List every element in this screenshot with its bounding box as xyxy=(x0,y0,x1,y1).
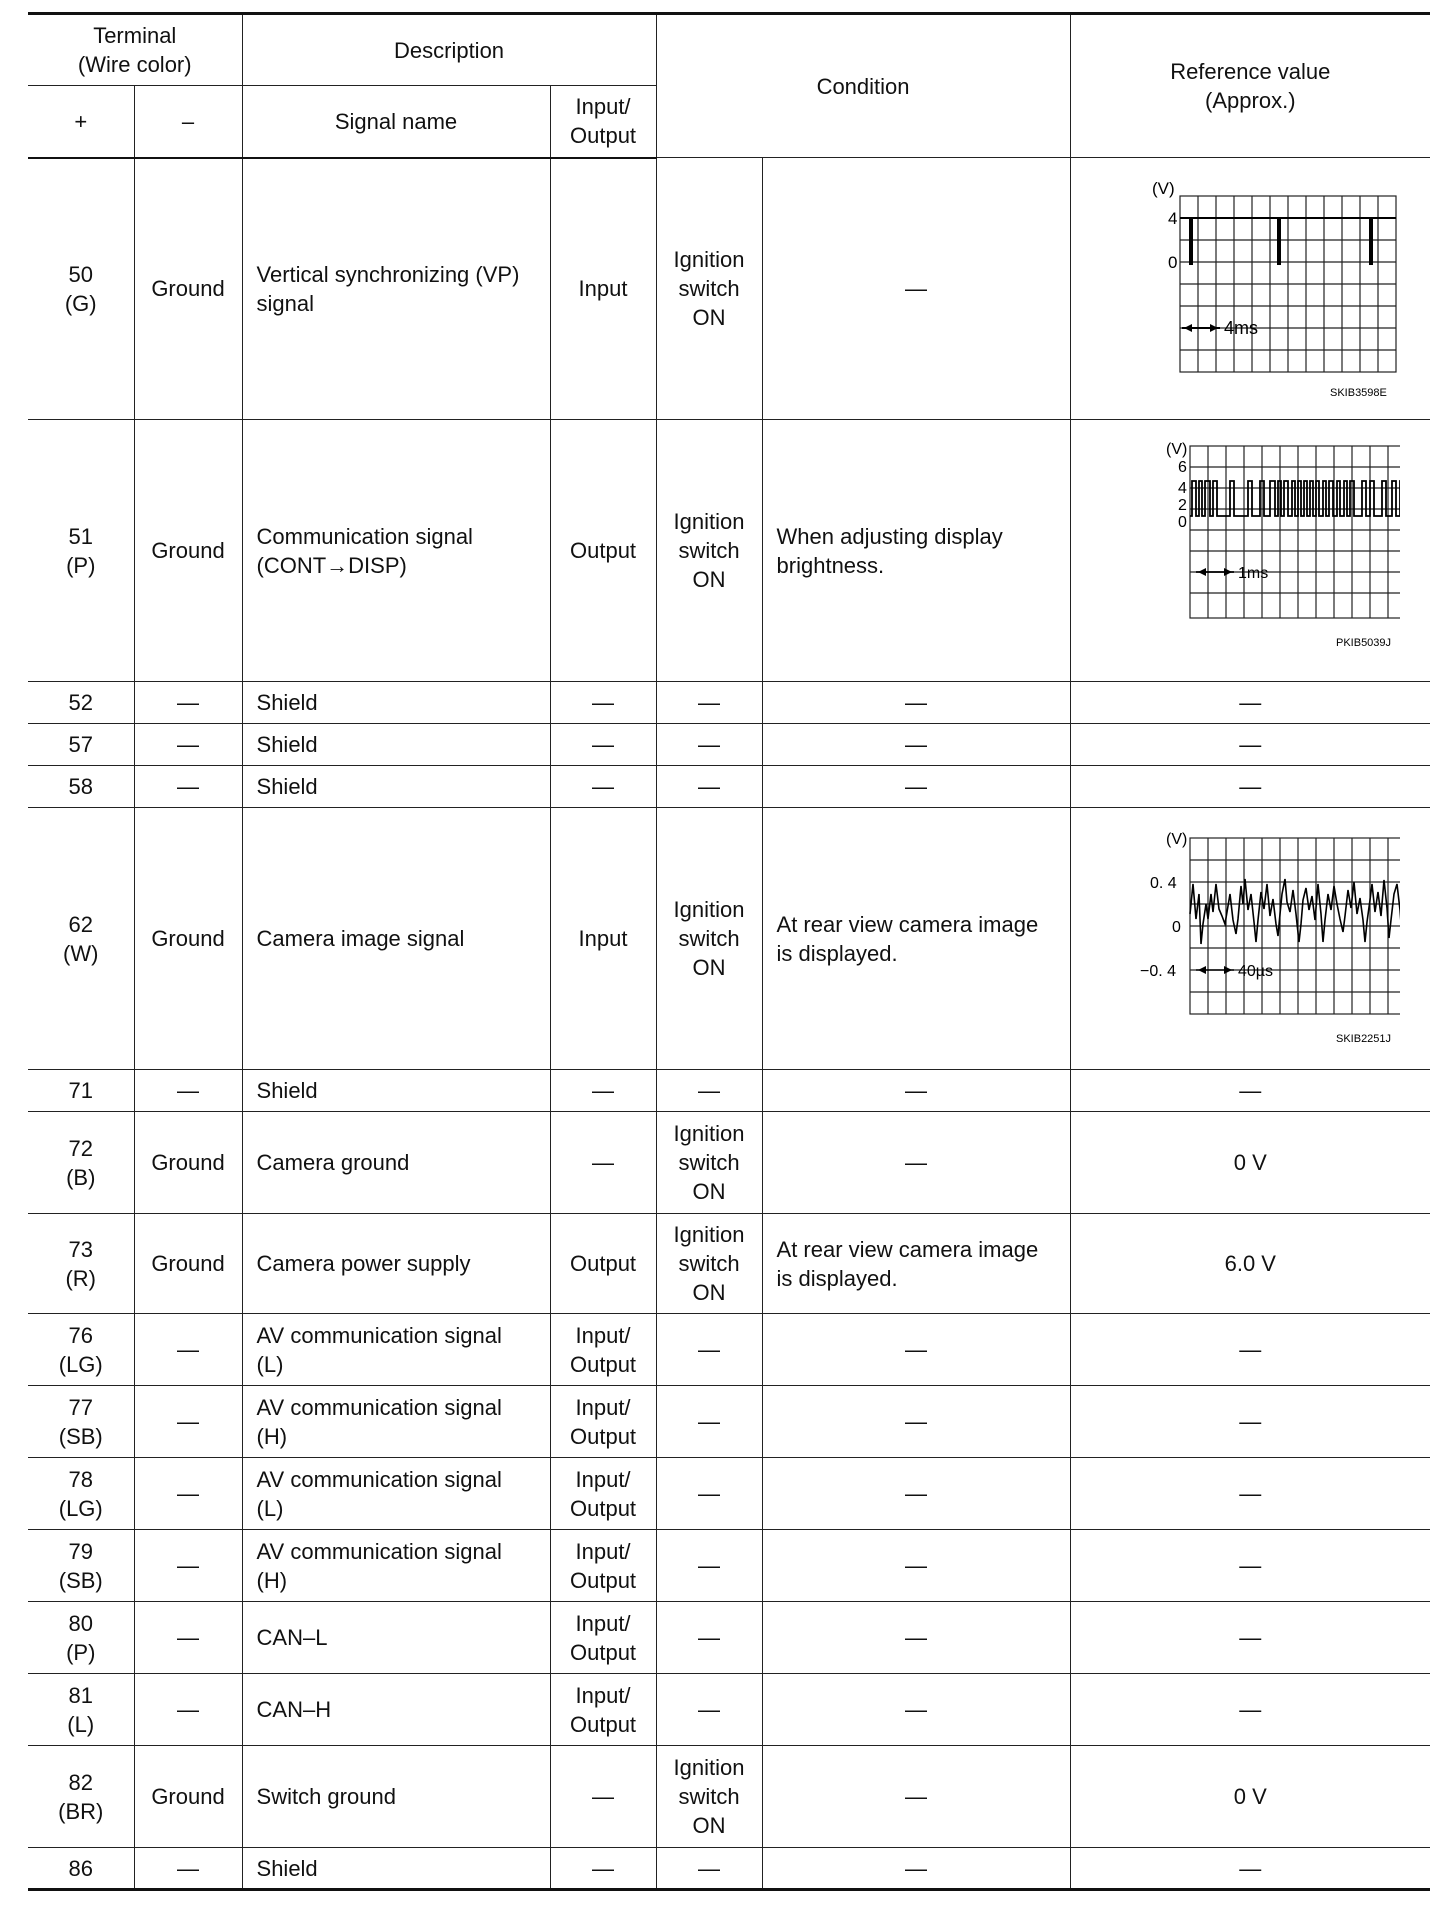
signal-name: Vertical synchronizing (VP) signal xyxy=(242,158,550,420)
waveform-y-label: 0 xyxy=(1172,918,1182,936)
input-output: — xyxy=(550,1070,656,1112)
terminal-plus: 78 (LG) xyxy=(28,1458,134,1530)
waveform-y-label: 0 xyxy=(1178,513,1188,531)
terminal-plus: 77 (SB) xyxy=(28,1386,134,1458)
terminal-minus: Ground xyxy=(134,808,242,1070)
condition-detail: — xyxy=(762,766,1070,808)
signal-name: AV communication signal (L) xyxy=(242,1458,550,1530)
condition-detail: — xyxy=(762,158,1070,420)
terminal-plus: 72 (B) xyxy=(28,1112,134,1214)
terminal-minus: — xyxy=(134,1314,242,1386)
table-row xyxy=(28,1386,1430,1458)
terminal-minus: — xyxy=(134,1070,242,1112)
signal-name: Camera power supply xyxy=(242,1214,550,1314)
waveform-y-label: 0 xyxy=(1168,252,1178,272)
input-output: — xyxy=(550,766,656,808)
condition-switch: Ignition switch ON xyxy=(656,808,762,1070)
condition-switch: Ignition switch ON xyxy=(656,1112,762,1214)
reference-value: — xyxy=(1070,1602,1430,1674)
table-row xyxy=(28,1848,1430,1890)
terminal-minus: Ground xyxy=(134,1214,242,1314)
input-output: Input xyxy=(550,808,656,1070)
condition-detail: — xyxy=(762,724,1070,766)
table-row xyxy=(28,808,1430,1070)
table-row xyxy=(28,1674,1430,1746)
signal-name: Shield xyxy=(242,1848,550,1890)
waveform-figure-code: SKIB2251J xyxy=(1336,1032,1392,1045)
condition-detail: When adjusting display brightness. xyxy=(762,420,1070,682)
waveform-y-label: 0. 4 xyxy=(1150,874,1177,892)
table-row xyxy=(28,766,1430,808)
table-row xyxy=(28,1112,1430,1214)
waveform-unit: (V) xyxy=(1166,830,1188,848)
waveform-communication-signal xyxy=(1100,436,1400,666)
reference-waveform-51 xyxy=(1070,420,1430,682)
reference-value: 6.0 V xyxy=(1070,1214,1430,1314)
condition-switch: — xyxy=(656,724,762,766)
terminal-plus: 80 (P) xyxy=(28,1602,134,1674)
table-row xyxy=(28,1214,1430,1314)
waveform-figure-code: PKIB5039J xyxy=(1336,636,1392,649)
condition-detail: — xyxy=(762,1112,1070,1214)
terminal-minus: — xyxy=(134,682,242,724)
terminal-minus: — xyxy=(134,1674,242,1746)
waveform-unit: (V) xyxy=(1166,440,1188,458)
terminal-plus: 51 (P) xyxy=(28,420,134,682)
reference-value: — xyxy=(1070,1070,1430,1112)
terminal-plus: 79 (SB) xyxy=(28,1530,134,1602)
condition-switch: — xyxy=(656,1386,762,1458)
condition-switch: — xyxy=(656,766,762,808)
condition-detail: At rear view camera image is displayed. xyxy=(762,1214,1070,1314)
signal-name: AV communication signal (H) xyxy=(242,1530,550,1602)
terminal-plus: 82 (BR) xyxy=(28,1746,134,1848)
reference-value: — xyxy=(1070,766,1430,808)
condition-detail: — xyxy=(762,1746,1070,1848)
waveform-y-label: 6 xyxy=(1178,458,1188,476)
condition-switch: — xyxy=(656,1848,762,1890)
terminal-plus: 86 xyxy=(28,1848,134,1890)
header-terminal: Terminal (Wire color) xyxy=(28,14,242,86)
condition-switch: Ignition switch ON xyxy=(656,1746,762,1848)
header-condition: Condition xyxy=(656,14,1070,158)
reference-value: — xyxy=(1070,1458,1430,1530)
condition-detail: — xyxy=(762,1458,1070,1530)
terminal-minus: — xyxy=(134,1386,242,1458)
input-output: Output xyxy=(550,420,656,682)
input-output: Input/ Output xyxy=(550,1386,656,1458)
signal-name: Switch ground xyxy=(242,1746,550,1848)
terminal-plus: 71 xyxy=(28,1070,134,1112)
reference-value: 0 V xyxy=(1070,1746,1430,1848)
header-plus: + xyxy=(28,86,134,158)
reference-value: 0 V xyxy=(1070,1112,1430,1214)
header-minus: – xyxy=(134,86,242,158)
condition-detail: — xyxy=(762,682,1070,724)
condition-switch: — xyxy=(656,1314,762,1386)
waveform-y-label: −0. 4 xyxy=(1140,962,1177,980)
reference-waveform-50 xyxy=(1070,158,1430,420)
condition-switch: — xyxy=(656,1530,762,1602)
header-description: Description xyxy=(242,14,656,86)
header-reference-value: Reference value (Approx.) xyxy=(1070,14,1430,158)
input-output: Input/ Output xyxy=(550,1458,656,1530)
waveform-y-label: 4 xyxy=(1178,479,1188,497)
input-output: — xyxy=(550,1848,656,1890)
terminal-minus: — xyxy=(134,724,242,766)
input-output: Input/ Output xyxy=(550,1602,656,1674)
condition-detail: — xyxy=(762,1848,1070,1890)
terminal-minus: Ground xyxy=(134,1746,242,1848)
waveform-vp-signal xyxy=(1100,174,1400,404)
signal-name: Communication signal (CONT→DISP) xyxy=(242,420,550,682)
table-row xyxy=(28,1746,1430,1848)
table-row xyxy=(28,1602,1430,1674)
reference-value: — xyxy=(1070,1848,1430,1890)
waveform-time-scale: 1ms xyxy=(1238,564,1269,582)
condition-switch: Ignition switch ON xyxy=(656,420,762,682)
input-output: Input/ Output xyxy=(550,1674,656,1746)
terminal-reference-table-sheet xyxy=(28,12,1430,1891)
terminal-minus: — xyxy=(134,1530,242,1602)
condition-detail: — xyxy=(762,1602,1070,1674)
signal-name: CAN–H xyxy=(242,1674,550,1746)
table-row xyxy=(28,724,1430,766)
signal-name: AV communication signal (L) xyxy=(242,1314,550,1386)
input-output: Input/ Output xyxy=(550,1314,656,1386)
terminal-plus: 50 (G) xyxy=(28,158,134,420)
terminal-plus: 58 xyxy=(28,766,134,808)
condition-switch: — xyxy=(656,1602,762,1674)
terminal-plus: 76 (LG) xyxy=(28,1314,134,1386)
waveform-y-label: 4 xyxy=(1168,208,1178,228)
waveform-y-label: 2 xyxy=(1178,496,1188,514)
condition-detail: At rear view camera image is displayed. xyxy=(762,808,1070,1070)
signal-name: Shield xyxy=(242,1070,550,1112)
terminal-minus: — xyxy=(134,1458,242,1530)
input-output: Input/ Output xyxy=(550,1530,656,1602)
input-output: — xyxy=(550,724,656,766)
reference-value: — xyxy=(1070,1674,1430,1746)
terminal-table xyxy=(28,12,1430,1891)
terminal-minus: — xyxy=(134,766,242,808)
table-row xyxy=(28,1458,1430,1530)
condition-detail: — xyxy=(762,1530,1070,1602)
terminal-minus: Ground xyxy=(134,1112,242,1214)
signal-name: Shield xyxy=(242,766,550,808)
reference-value: — xyxy=(1070,1386,1430,1458)
waveform-unit: (V) xyxy=(1152,178,1175,198)
condition-switch: — xyxy=(656,1458,762,1530)
header-input-output: Input/ Output xyxy=(550,86,656,158)
table-row xyxy=(28,1314,1430,1386)
terminal-minus: — xyxy=(134,1848,242,1890)
signal-name: CAN–L xyxy=(242,1602,550,1674)
input-output: — xyxy=(550,682,656,724)
condition-switch: Ignition switch ON xyxy=(656,158,762,420)
signal-name: Camera ground xyxy=(242,1112,550,1214)
terminal-plus: 73 (R) xyxy=(28,1214,134,1314)
input-output: Output xyxy=(550,1214,656,1314)
condition-switch: Ignition switch ON xyxy=(656,1214,762,1314)
condition-switch: — xyxy=(656,1070,762,1112)
terminal-plus: 57 xyxy=(28,724,134,766)
waveform-time-scale: 40µs xyxy=(1238,962,1274,980)
condition-detail: — xyxy=(762,1386,1070,1458)
table-row xyxy=(28,158,1430,420)
reference-value: — xyxy=(1070,1314,1430,1386)
table-row xyxy=(28,1070,1430,1112)
condition-detail: — xyxy=(762,1674,1070,1746)
input-output: — xyxy=(550,1112,656,1214)
table-row xyxy=(28,1530,1430,1602)
reference-value: — xyxy=(1070,724,1430,766)
header-signal-name: Signal name xyxy=(242,86,550,158)
signal-name: Camera image signal xyxy=(242,808,550,1070)
signal-name: Shield xyxy=(242,682,550,724)
reference-value: — xyxy=(1070,1530,1430,1602)
reference-value: — xyxy=(1070,682,1430,724)
terminal-minus: — xyxy=(134,1602,242,1674)
terminal-plus: 52 xyxy=(28,682,134,724)
reference-waveform-62 xyxy=(1070,808,1430,1070)
table-row xyxy=(28,682,1430,724)
terminal-plus: 81 (L) xyxy=(28,1674,134,1746)
signal-name: AV communication signal (H) xyxy=(242,1386,550,1458)
table-row xyxy=(28,420,1430,682)
condition-detail: — xyxy=(762,1070,1070,1112)
condition-detail: — xyxy=(762,1314,1070,1386)
condition-switch: — xyxy=(656,1674,762,1746)
input-output: — xyxy=(550,1746,656,1848)
terminal-minus: Ground xyxy=(134,158,242,420)
terminal-minus: Ground xyxy=(134,420,242,682)
terminal-plus: 62 (W) xyxy=(28,808,134,1070)
signal-name: Shield xyxy=(242,724,550,766)
waveform-time-scale: 4ms xyxy=(1224,317,1259,338)
waveform-camera-image-signal xyxy=(1100,824,1400,1054)
condition-switch: — xyxy=(656,682,762,724)
waveform-figure-code: SKIB3598E xyxy=(1330,386,1388,399)
input-output: Input xyxy=(550,158,656,420)
